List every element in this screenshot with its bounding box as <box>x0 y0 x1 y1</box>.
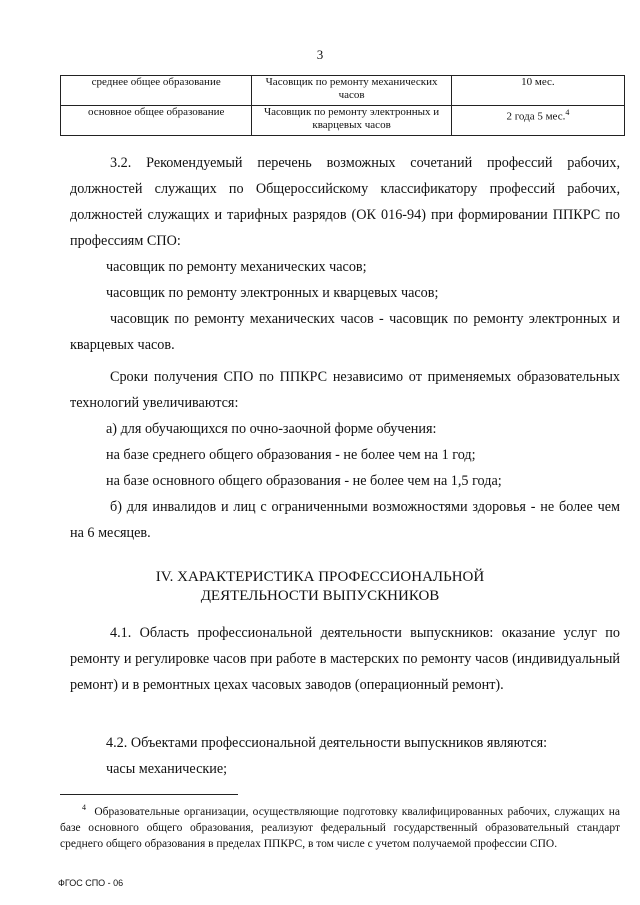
table-cell-term: 10 мес. <box>451 76 624 106</box>
footnote-text <box>60 800 620 852</box>
page-number: 3 <box>316 47 324 62</box>
list-item: часы механические; <box>106 761 228 777</box>
table-cell-term <box>451 106 624 136</box>
footnote-mark: 4 <box>82 803 86 812</box>
table-row <box>61 76 625 106</box>
list-item: на базе среднего общего образования - не более чем на 1 год; <box>106 447 476 463</box>
table-cell-level: основное общее образование <box>61 106 252 136</box>
paragraph-4-2: 4.2. Объектами профессиональной деятельности выпускников являются: <box>106 735 548 751</box>
paragraph-terms-intro: Сроки получения СПО по ППКРС независимо от применяемых образовательных технологий увеличиваются: <box>70 369 620 411</box>
list-item: часовщик по ремонту механических часов; <box>106 259 367 275</box>
footnote <box>60 800 620 852</box>
section-heading <box>0 568 640 606</box>
training-terms-table <box>60 75 625 136</box>
table-row <box>61 106 625 136</box>
footnote-divider <box>60 794 238 795</box>
footnote-body: Образовательные организации, осуществляющие подготовку квалифицированных рабочих, служащих на базе основного общего образования, реализуют федеральный государственный образовательный стандарт среднего общего образования в пределах ППКРС, в том числе с учетом получаемой профессии СПО. <box>60 805 620 850</box>
paragraph-4-1: 4.1. Область профессиональной деятельности выпускников: оказание услуг по ремонту и регулировке часов при работе в мастерских по ремонту часов (индивидуальный ремонт) и в ремонтных цехах часовых заводов (операционный ремонт). <box>70 625 620 693</box>
table-cell-level: среднее общее образование <box>61 76 252 106</box>
list-item: на базе основного общего образования - не более чем на 1,5 года; <box>106 473 502 489</box>
section-heading-line: ДЕЯТЕЛЬНОСТИ ВЫПУСКНИКОВ <box>200 588 440 604</box>
paragraph-3-2: 3.2. Рекомендуемый перечень возможных сочетаний профессий рабочих, должностей служащих по Общероссийскому классификатору профессий рабочих, должностей служащих и тарифных разрядов (ОК 016-94) при формировании ППКРС по профессиям СПО: <box>70 155 620 249</box>
list-item: а) для обучающихся по очно-заочной форме обучения: <box>106 421 437 437</box>
list-item-combination: часовщик по ремонту механических часов - часовщик по ремонту электронных и кварцевых часов. <box>70 311 620 353</box>
section-heading-line: IV. ХАРАКТЕРИСТИКА ПРОФЕССИОНАЛЬНОЙ <box>155 569 485 585</box>
paragraph-terms-b: б) для инвалидов и лиц с ограниченными возможностями здоровья - не более чем на 6 месяцев. <box>70 499 620 541</box>
table-cell-profession: Часовщик по ремонту электронных и кварцевых часов <box>252 106 451 136</box>
table-cell-profession: Часовщик по ремонту механических часов <box>252 76 451 106</box>
term-value: 2 года 5 мес. <box>506 110 566 123</box>
list-item: часовщик по ремонту электронных и кварцевых часов; <box>106 285 439 301</box>
document-code: ФГОС СПО - 06 <box>58 878 124 888</box>
footnote-ref: 4 <box>565 108 570 117</box>
